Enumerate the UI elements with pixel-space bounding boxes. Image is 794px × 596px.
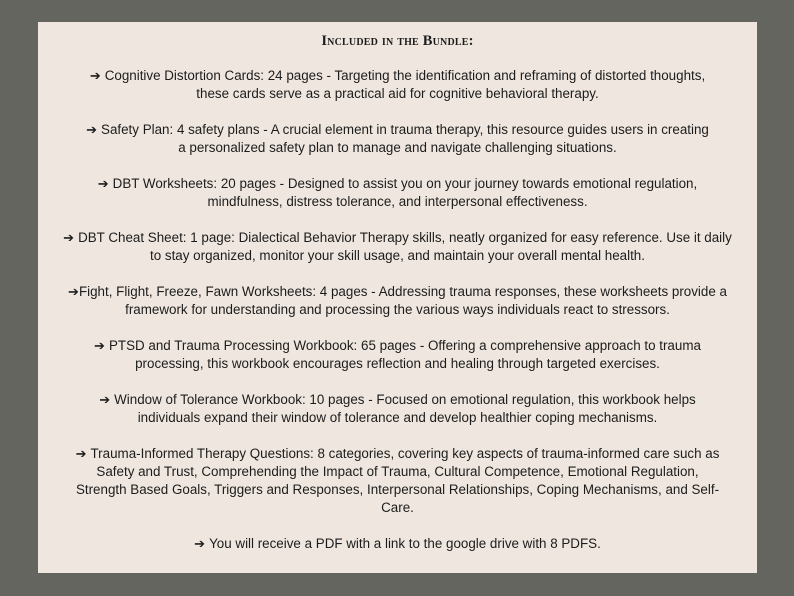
list-item-pdf-delivery bbox=[52, 535, 743, 553]
item-text: DBT Cheat Sheet: 1 page: Dialectical Behavior Therapy skills, neatly organized for easy reference. Use it daily to stay organized, monitor your skill usage, and maintain your overall mental health. bbox=[78, 230, 732, 263]
arrow-right-icon: ➔ bbox=[99, 392, 111, 407]
item-text: You will receive a PDF with a link to the google drive with 8 PDFS. bbox=[209, 536, 601, 551]
list-item-window-of-tolerance bbox=[52, 391, 743, 427]
item-text: Window of Tolerance Workbook: 10 pages - Focused on emotional regulation, this workbook helps individuals expand their window of tolerance and develop healthier coping mechanisms. bbox=[114, 392, 696, 425]
list-item-fight-flight bbox=[52, 283, 743, 319]
arrow-right-icon: ➔ bbox=[194, 536, 206, 551]
list-item-dbt-worksheets bbox=[52, 175, 743, 211]
arrow-right-icon: ➔ bbox=[89, 68, 101, 83]
bundle-panel bbox=[38, 22, 757, 573]
item-text: Fight, Flight, Freeze, Fawn Worksheets: 4 pages - Addressing trauma responses, these worksheets provide a framework for understanding and processing the various ways individuals react to stressors. bbox=[78, 284, 727, 317]
arrow-right-icon: ➔ bbox=[68, 284, 79, 299]
list-item-cognitive-distortion bbox=[52, 67, 743, 103]
arrow-right-icon: ➔ bbox=[63, 230, 75, 245]
arrow-right-icon: ➔ bbox=[97, 176, 109, 191]
item-text: Cognitive Distortion Cards: 24 pages - Targeting the identification and reframing of distorted thoughts, these cards serve as a practical aid for cognitive behavioral therapy. bbox=[104, 68, 706, 101]
bundle-title: Included in the Bundle: bbox=[321, 33, 474, 49]
item-text: PTSD and Trauma Processing Workbook: 65 pages - Offering a comprehensive approach to trauma processing, this workbook encourages reflection and healing through targeted exercises. bbox=[108, 338, 701, 371]
list-item-ptsd-workbook bbox=[52, 337, 743, 373]
list-item-dbt-cheat-sheet bbox=[52, 229, 743, 265]
arrow-right-icon: ➔ bbox=[86, 122, 98, 137]
arrow-right-icon: ➔ bbox=[94, 338, 105, 353]
item-text: DBT Worksheets: 20 pages - Designed to assist you on your journey towards emotional regulation, mindfulness, distress tolerance, and interpersonal effectiveness. bbox=[112, 176, 698, 209]
list-item-safety-plan bbox=[52, 121, 743, 157]
arrow-right-icon: ➔ bbox=[75, 446, 87, 461]
item-text: Safety Plan: 4 safety plans - A crucial element in trauma therapy, this resource guides users in creating a personalized safety plan to manage and navigate challenging situations. bbox=[101, 122, 709, 155]
item-text: Trauma-Informed Therapy Questions: 8 categories, covering key aspects of trauma-informed care such as Safety and Trust, Comprehending the Impact of Trauma, Cultural Competence, Emotional Regulation, Strength Based Goals, Triggers and Responses, Interpersonal Relationships, Coping Mechanisms, and Self-Care. bbox=[75, 446, 720, 515]
list-item-trauma-questions bbox=[52, 445, 743, 517]
